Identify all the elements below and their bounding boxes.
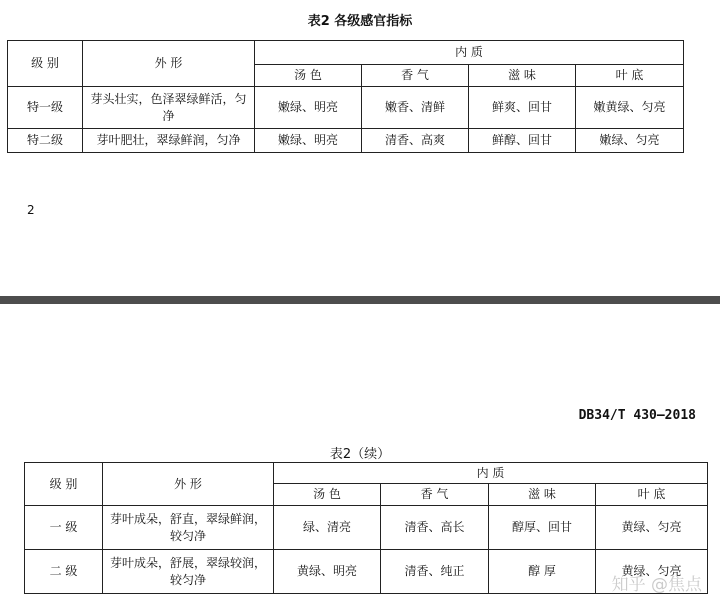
header-leaf-base: 叶 底 (576, 65, 684, 87)
liquor-color-cell: 绿、清亮 (274, 506, 381, 550)
grade-cell: 一 级 (25, 506, 103, 550)
liquor-color-cell: 嫩绿、明亮 (255, 87, 362, 129)
document-page-2 (0, 304, 720, 607)
taste-cell: 鲜爽、回甘 (469, 87, 576, 129)
liquor-color-cell: 黄绿、明亮 (274, 550, 381, 594)
header-aroma: 香 气 (362, 65, 469, 87)
standard-code: DB34/T 430—2018 (578, 408, 696, 423)
leaf-base-cell: 黄绿、匀亮 (596, 550, 708, 594)
aroma-cell: 清香、高长 (381, 506, 489, 550)
leaf-base-cell: 黄绿、匀亮 (596, 506, 708, 550)
header-grade: 级 别 (8, 41, 83, 87)
page-number: 2 (27, 203, 35, 217)
leaf-base-cell: 嫩绿、匀亮 (576, 129, 684, 153)
header-appearance: 外 形 (83, 41, 255, 87)
appearance-cell: 芽叶成朵，舒展，翠绿较润，较匀净 (103, 550, 274, 594)
table-row (25, 506, 708, 550)
table-title-continued: 表2（续） (329, 447, 391, 462)
table-title: 表2 各级感官指标 (307, 14, 413, 29)
header-liquor-color: 汤 色 (255, 65, 362, 87)
header-inner-quality: 内 质 (255, 41, 684, 65)
header-taste: 滋 味 (469, 65, 576, 87)
appearance-cell: 芽叶肥壮，翠绿鲜润，匀净 (83, 129, 255, 153)
grade-cell: 特二级 (8, 129, 83, 153)
taste-cell: 鲜醇、回甘 (469, 129, 576, 153)
grade-cell: 二 级 (25, 550, 103, 594)
header-leaf-base: 叶 底 (596, 484, 708, 506)
sensory-indicator-table-continued (24, 462, 708, 594)
aroma-cell: 嫩香、清鲜 (362, 87, 469, 129)
leaf-base-cell: 嫩黄绿、匀亮 (576, 87, 684, 129)
header-inner-quality: 内 质 (274, 463, 708, 484)
header-appearance: 外 形 (103, 463, 274, 506)
taste-cell: 醇 厚 (489, 550, 596, 594)
taste-cell: 醇厚、回甘 (489, 506, 596, 550)
aroma-cell: 清香、高爽 (362, 129, 469, 153)
header-taste: 滋 味 (489, 484, 596, 506)
header-liquor-color: 汤 色 (274, 484, 381, 506)
table-row (8, 87, 684, 129)
aroma-cell: 清香、纯正 (381, 550, 489, 594)
table-row (25, 550, 708, 594)
table-row (8, 129, 684, 153)
header-aroma: 香 气 (381, 484, 489, 506)
page-separator (0, 296, 720, 304)
header-grade: 级 别 (25, 463, 103, 506)
liquor-color-cell: 嫩绿、明亮 (255, 129, 362, 153)
watermark: 知乎 @焦点 (611, 575, 702, 595)
document-page-1 (0, 0, 720, 298)
sensory-indicator-table (7, 40, 684, 153)
appearance-cell: 芽叶成朵，舒直，翠绿鲜润，较匀净 (103, 506, 274, 550)
appearance-cell: 芽头壮实，色泽翠绿鲜活，匀净 (83, 87, 255, 129)
grade-cell: 特一级 (8, 87, 83, 129)
